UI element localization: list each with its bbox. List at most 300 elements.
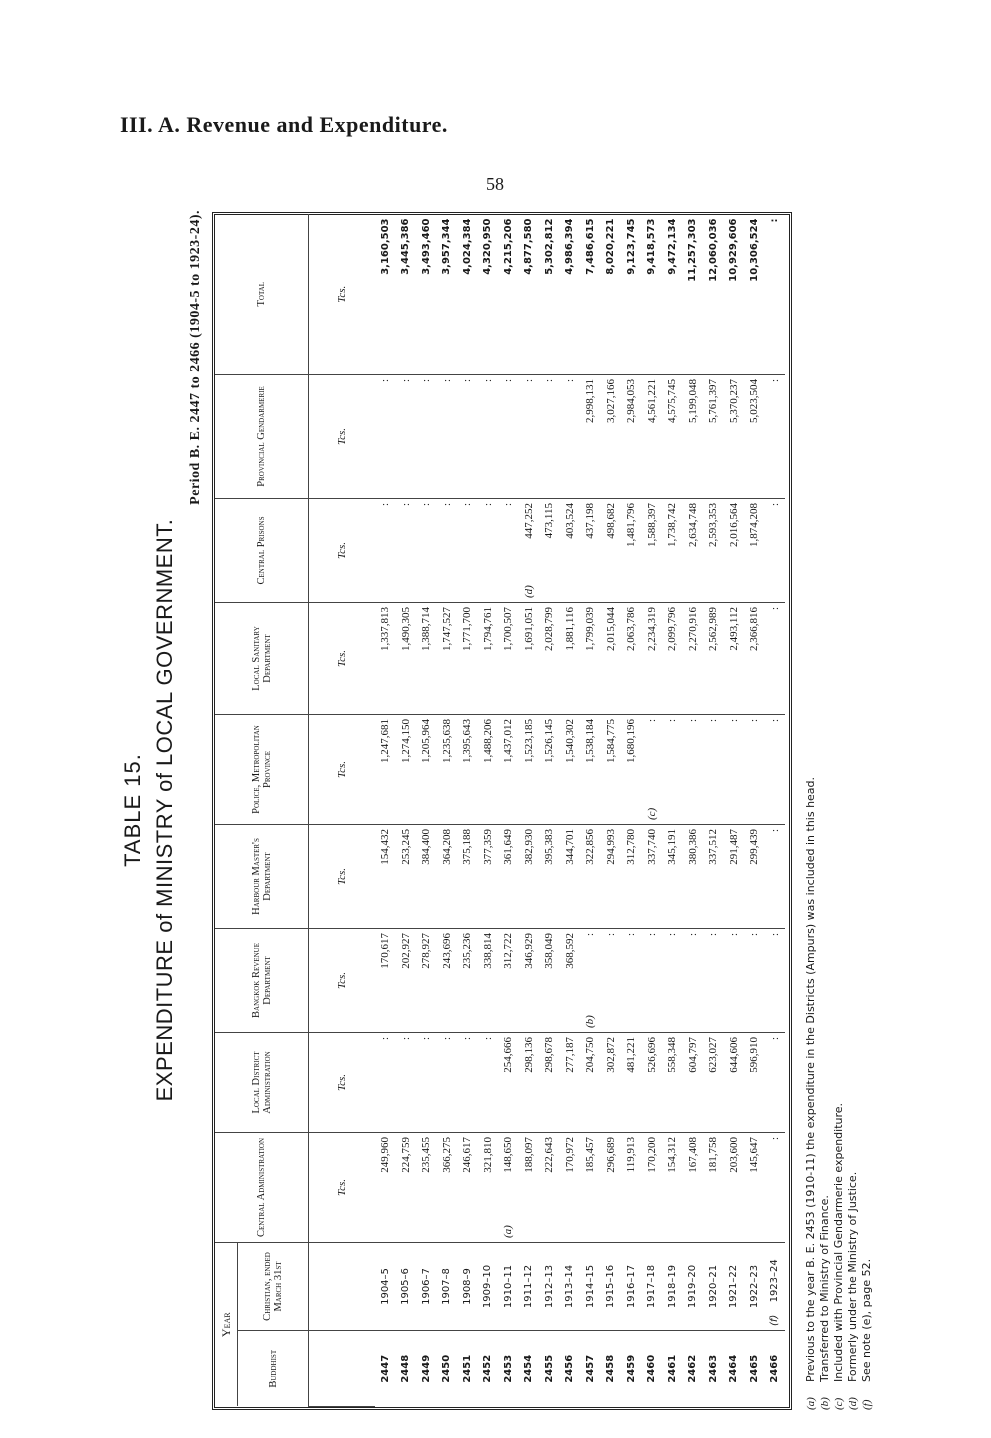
cell-provincial-gendarmerie xyxy=(662,374,683,498)
cell-value: : xyxy=(481,378,494,383)
cell-value: 1,584,775 xyxy=(604,718,617,763)
cell-buddhist-year xyxy=(375,1331,396,1407)
cell-value: 2466 xyxy=(769,1354,781,1383)
note-marker: (d) xyxy=(522,585,535,598)
header-total: Total xyxy=(215,214,309,374)
cell-value: 2447 xyxy=(379,1354,391,1383)
table-row xyxy=(642,214,663,1406)
cell-value: : xyxy=(727,932,740,937)
cell-value: 366,275 xyxy=(440,1136,453,1173)
cell-value: 623,027 xyxy=(707,1036,720,1073)
cell-local-district xyxy=(457,1032,478,1132)
cell-total xyxy=(375,214,396,374)
cell-value: 170,200 xyxy=(645,1136,658,1173)
cell-central-administration xyxy=(765,1132,786,1242)
cell-value: 5,370,237 xyxy=(727,378,740,423)
cell-value: 3,445,386 xyxy=(400,218,412,275)
cell-harbour-master xyxy=(765,824,786,928)
footnote xyxy=(846,210,860,1410)
cell-value: 3,957,344 xyxy=(441,218,453,275)
cell-central-administration xyxy=(703,1132,724,1242)
cell-value: 167,408 xyxy=(686,1136,699,1173)
cell-value: 1,247,681 xyxy=(379,718,392,763)
cell-local-sanitary xyxy=(539,602,560,714)
table-row xyxy=(683,214,704,1406)
cell-provincial-gendarmerie xyxy=(396,374,417,498)
cell-value: 298,678 xyxy=(543,1036,556,1073)
cell-total xyxy=(724,214,745,374)
cell-value: 2456 xyxy=(564,1354,576,1383)
footnote-text: Formerly under the Ministry of Justice. xyxy=(846,1171,859,1382)
cell-police xyxy=(478,714,499,824)
cell-value: 322,856 xyxy=(584,828,597,865)
cell-value: 2,270,916 xyxy=(686,606,699,651)
cell-value: 2,063,786 xyxy=(625,606,638,651)
cell-local-district xyxy=(580,1032,601,1132)
cell-value: 2450 xyxy=(441,1354,453,1383)
cell-value: 1914–15 xyxy=(584,1264,596,1309)
cell-value: 1,205,964 xyxy=(420,718,433,763)
note-marker: (c) xyxy=(645,807,658,820)
table-row xyxy=(724,214,745,1406)
cell-central-administration xyxy=(601,1132,622,1242)
cell-value: 604,797 xyxy=(686,1036,699,1073)
cell-provincial-gendarmerie xyxy=(744,374,765,498)
cell-value: 312,780 xyxy=(625,828,638,865)
cell-value: 1913–14 xyxy=(564,1264,576,1309)
cell-value: 224,759 xyxy=(399,1136,412,1173)
unit-cell: Tcs. xyxy=(309,374,376,498)
unit-cell: Tcs. xyxy=(309,1132,376,1242)
cell-value: 298,136 xyxy=(522,1036,535,1073)
cell-value: : xyxy=(399,378,412,383)
cell-value: : xyxy=(645,718,658,723)
cell-value: 2464 xyxy=(728,1354,740,1383)
table-row xyxy=(621,214,642,1406)
unit-cell: Tcs. xyxy=(309,714,376,824)
cell-value: 337,740 xyxy=(645,828,658,865)
cell-buddhist-year xyxy=(621,1331,642,1407)
cell-value: 481,221 xyxy=(625,1036,638,1073)
cell-provincial-gendarmerie xyxy=(457,374,478,498)
cell-value: 1,691,051 xyxy=(522,606,535,651)
cell-value: 254,666 xyxy=(502,1036,515,1073)
cell-value: 185,457 xyxy=(584,1136,597,1173)
header-harbour-master: Harbour Master's Department xyxy=(215,824,309,928)
cell-harbour-master xyxy=(539,824,560,928)
cell-value: 2448 xyxy=(400,1354,412,1383)
cell-value: : xyxy=(522,378,535,383)
cell-local-sanitary xyxy=(375,602,396,714)
footnote xyxy=(860,210,874,1410)
cell-bangkok-revenue xyxy=(478,928,499,1032)
cell-christian-year xyxy=(416,1242,437,1330)
cell-value: 1,488,206 xyxy=(481,718,494,763)
cell-buddhist-year xyxy=(560,1331,581,1407)
cell-harbour-master xyxy=(416,824,437,928)
cell-christian-year xyxy=(601,1242,622,1330)
cell-local-district xyxy=(519,1032,540,1132)
cell-local-sanitary xyxy=(642,602,663,714)
cell-harbour-master xyxy=(642,824,663,928)
cell-value: 1,799,039 xyxy=(584,606,597,651)
year-group-header: Year xyxy=(215,1242,238,1406)
cell-value: : xyxy=(768,606,781,611)
cell-value: 2,366,816 xyxy=(748,606,761,651)
cell-value: 235,455 xyxy=(420,1136,433,1173)
table-period: Period B. E. 2447 to 2466 (1904-5 to 1923-24). xyxy=(188,210,203,505)
footnote-label: (b) xyxy=(819,1397,831,1410)
cell-provincial-gendarmerie xyxy=(437,374,458,498)
cell-police xyxy=(601,714,622,824)
cell-value: 235,236 xyxy=(461,932,474,969)
cell-central-prisons xyxy=(601,498,622,602)
cell-value: 2,634,748 xyxy=(686,502,699,547)
cell-value: 1917–18 xyxy=(646,1264,658,1309)
cell-value: 243,696 xyxy=(440,932,453,969)
cell-local-district xyxy=(437,1032,458,1132)
page-number: 58 xyxy=(486,174,504,194)
cell-buddhist-year xyxy=(724,1331,745,1407)
cell-local-district xyxy=(642,1032,663,1132)
cell-local-sanitary xyxy=(478,602,499,714)
cell-harbour-master xyxy=(703,824,724,928)
cell-value: : xyxy=(727,718,740,723)
cell-provincial-gendarmerie xyxy=(580,374,601,498)
cell-value: 145,647 xyxy=(748,1136,761,1173)
table-row xyxy=(539,214,560,1406)
cell-central-prisons xyxy=(560,498,581,602)
cell-value: 473,115 xyxy=(543,502,556,539)
cell-value: 1,523,185 xyxy=(522,718,535,763)
cell-buddhist-year xyxy=(437,1331,458,1407)
cell-central-administration xyxy=(396,1132,417,1242)
cell-police xyxy=(621,714,642,824)
cell-value: 345,191 xyxy=(666,828,679,865)
cell-total xyxy=(683,214,704,374)
cell-value: 2,015,044 xyxy=(604,606,617,651)
cell-central-prisons xyxy=(621,498,642,602)
cell-value: 249,960 xyxy=(379,1136,392,1173)
cell-police xyxy=(396,714,417,824)
cell-christian-year xyxy=(457,1242,478,1330)
cell-provincial-gendarmerie xyxy=(642,374,663,498)
footnote-label: (d) xyxy=(847,1397,859,1410)
cell-value: 1,747,527 xyxy=(440,606,453,651)
cell-value: 154,432 xyxy=(379,828,392,865)
cell-value: : xyxy=(481,1036,494,1041)
header-local-district-administration: Local District Administration xyxy=(215,1032,309,1132)
cell-value: 9,472,134 xyxy=(666,218,678,275)
cell-provincial-gendarmerie xyxy=(703,374,724,498)
cell-buddhist-year xyxy=(457,1331,478,1407)
cell-value: 437,198 xyxy=(584,502,597,539)
cell-central-administration xyxy=(683,1132,704,1242)
cell-value: 1,437,012 xyxy=(502,718,515,763)
cell-value: 395,383 xyxy=(543,828,556,865)
cell-total xyxy=(642,214,663,374)
cell-central-administration xyxy=(724,1132,745,1242)
unit-cell: Tcs. xyxy=(309,1032,376,1132)
cell-bangkok-revenue xyxy=(539,928,560,1032)
cell-value: 338,814 xyxy=(481,932,494,969)
cell-value: 1907–8 xyxy=(441,1268,453,1305)
cell-value: 154,312 xyxy=(666,1136,679,1173)
cell-value: 181,758 xyxy=(707,1136,720,1173)
cell-value: : xyxy=(584,932,597,937)
cell-value: 1923–24 xyxy=(769,1259,781,1303)
cell-value: 4,215,206 xyxy=(502,218,514,275)
cell-value: 1,538,184 xyxy=(584,718,597,763)
cell-value: 2452 xyxy=(482,1354,494,1383)
footnotes xyxy=(804,210,874,1410)
cell-christian-year xyxy=(539,1242,560,1330)
cell-harbour-master xyxy=(375,824,396,928)
cell-christian-year xyxy=(703,1242,724,1330)
cell-value: 170,972 xyxy=(563,1136,576,1173)
table-row xyxy=(416,214,437,1406)
cell-bangkok-revenue xyxy=(765,928,786,1032)
cell-provincial-gendarmerie xyxy=(765,374,786,498)
cell-value: : xyxy=(461,1036,474,1041)
cell-value: : xyxy=(420,1036,433,1041)
cell-value: 2459 xyxy=(625,1354,637,1383)
cell-central-prisons xyxy=(724,498,745,602)
cell-value: 344,701 xyxy=(563,828,576,865)
cell-central-prisons xyxy=(396,498,417,602)
cell-police xyxy=(560,714,581,824)
cell-value: 4,877,580 xyxy=(523,218,535,275)
cell-christian-year xyxy=(744,1242,765,1330)
cell-total xyxy=(457,214,478,374)
cell-value: 2449 xyxy=(420,1354,432,1383)
cell-provincial-gendarmerie xyxy=(683,374,704,498)
cell-central-prisons xyxy=(580,498,601,602)
cell-value: 3,027,166 xyxy=(604,378,617,423)
cell-value: 1904–5 xyxy=(379,1268,391,1305)
note-marker: (b) xyxy=(584,1015,597,1028)
cell-value: 368,592 xyxy=(563,932,576,969)
cell-total xyxy=(560,214,581,374)
table-row xyxy=(601,214,622,1406)
cell-value: : xyxy=(666,718,679,723)
cell-local-sanitary xyxy=(437,602,458,714)
cell-value: : xyxy=(768,1136,781,1141)
cell-value: : xyxy=(748,718,761,723)
cell-value: : xyxy=(625,932,638,937)
cell-value: 1920–21 xyxy=(707,1264,719,1309)
cell-local-sanitary xyxy=(396,602,417,714)
cell-buddhist-year xyxy=(396,1331,417,1407)
cell-value: : xyxy=(768,1036,781,1041)
cell-total xyxy=(662,214,683,374)
cell-value: 364,208 xyxy=(440,828,453,865)
cell-value: 277,187 xyxy=(563,1036,576,1073)
cell-value: : xyxy=(768,932,781,937)
cell-provincial-gendarmerie xyxy=(498,374,519,498)
cell-value: 2453 xyxy=(502,1354,514,1383)
cell-value: 188,097 xyxy=(522,1136,535,1173)
cell-local-sanitary xyxy=(683,602,704,714)
cell-value: : xyxy=(645,932,658,937)
cell-value: : xyxy=(461,502,474,507)
cell-provincial-gendarmerie xyxy=(375,374,396,498)
cell-value: 384,400 xyxy=(420,828,433,865)
cell-value: 1912–13 xyxy=(543,1264,555,1309)
cell-value: 253,245 xyxy=(399,828,412,865)
cell-total xyxy=(601,214,622,374)
cell-buddhist-year xyxy=(765,1331,786,1407)
cell-harbour-master xyxy=(437,824,458,928)
cell-harbour-master xyxy=(478,824,499,928)
footnote-text: Previous to the year B. E. 2453 (1910-11) the expenditure in the Districts (Ampurs) was included in this head. xyxy=(804,776,817,1382)
cell-buddhist-year xyxy=(416,1331,437,1407)
header-provincial-gendarmerie: Provincial Gendarmerie xyxy=(215,374,309,498)
cell-value: : xyxy=(420,378,433,383)
cell-value: 10,306,524 xyxy=(748,218,760,282)
footnote-text: Transferred to Ministry of Finance. xyxy=(818,1195,831,1382)
cell-central-administration xyxy=(498,1132,519,1242)
header-buddhist: Buddhist xyxy=(238,1331,309,1407)
cell-total xyxy=(765,214,786,374)
cell-central-prisons xyxy=(642,498,663,602)
cell-local-district xyxy=(765,1032,786,1132)
table-row xyxy=(519,214,540,1406)
cell-value: 291,487 xyxy=(727,828,740,865)
cell-value: 1905–6 xyxy=(400,1268,412,1305)
cell-buddhist-year xyxy=(703,1331,724,1407)
cell-value: 1919–20 xyxy=(687,1264,699,1309)
cell-buddhist-year xyxy=(498,1331,519,1407)
cell-bangkok-revenue xyxy=(724,928,745,1032)
cell-bangkok-revenue xyxy=(580,928,601,1032)
cell-provincial-gendarmerie xyxy=(601,374,622,498)
cell-total xyxy=(519,214,540,374)
cell-central-administration xyxy=(642,1132,663,1242)
cell-local-district xyxy=(621,1032,642,1132)
cell-provincial-gendarmerie xyxy=(416,374,437,498)
cell-value: 3,160,503 xyxy=(379,218,391,275)
cell-central-prisons xyxy=(703,498,724,602)
cell-police xyxy=(703,714,724,824)
cell-value: : xyxy=(502,378,515,383)
cell-local-district xyxy=(539,1032,560,1132)
cell-value: : xyxy=(563,378,576,383)
cell-local-sanitary xyxy=(662,602,683,714)
footnote xyxy=(804,210,818,1410)
cell-local-sanitary xyxy=(580,602,601,714)
cell-total xyxy=(478,214,499,374)
cell-christian-year xyxy=(437,1242,458,1330)
cell-local-district xyxy=(416,1032,437,1132)
header-local-sanitary: Local Sanitary Department xyxy=(215,602,309,714)
cell-provincial-gendarmerie xyxy=(478,374,499,498)
cell-provincial-gendarmerie xyxy=(724,374,745,498)
cell-local-district xyxy=(375,1032,396,1132)
cell-harbour-master xyxy=(601,824,622,928)
cell-value: 2455 xyxy=(543,1354,555,1383)
footnote-label: (c) xyxy=(833,1397,845,1410)
cell-value: : xyxy=(440,502,453,507)
cell-harbour-master xyxy=(621,824,642,928)
cell-harbour-master xyxy=(457,824,478,928)
cell-central-administration xyxy=(478,1132,499,1242)
cell-value: 2463 xyxy=(707,1354,719,1383)
cell-central-prisons xyxy=(375,498,396,602)
cell-bangkok-revenue xyxy=(375,928,396,1032)
cell-police xyxy=(457,714,478,824)
table-subtitle: EXPENDITURE of MINISTRY of LOCAL GOVERNMENT. xyxy=(152,518,177,1102)
cell-value: 1,526,145 xyxy=(543,718,556,763)
cell-value: 2,099,796 xyxy=(666,606,679,651)
cell-value: 204,750 xyxy=(584,1036,597,1073)
header-bangkok-revenue: Bangkok Revenue Department xyxy=(215,928,309,1032)
cell-value: 380,386 xyxy=(686,828,699,865)
cell-police xyxy=(683,714,704,824)
cell-value: 2,593,353 xyxy=(707,502,720,547)
cell-value: : xyxy=(666,932,679,937)
cell-christian-year xyxy=(375,1242,396,1330)
cell-buddhist-year xyxy=(519,1331,540,1407)
cell-value: 596,910 xyxy=(748,1036,761,1073)
cell-bangkok-revenue xyxy=(560,928,581,1032)
cell-police xyxy=(642,714,663,824)
cell-christian-year xyxy=(478,1242,499,1330)
cell-value: 644,606 xyxy=(727,1036,740,1073)
cell-value: 1,490,305 xyxy=(399,606,412,651)
cell-value: 294,993 xyxy=(604,828,617,865)
cell-value: 119,913 xyxy=(625,1136,638,1173)
rotated-table-block xyxy=(100,210,873,1410)
table-row xyxy=(457,214,478,1406)
cell-local-sanitary xyxy=(519,602,540,714)
cell-central-administration xyxy=(519,1132,540,1242)
cell-police xyxy=(375,714,396,824)
cell-value: 1,274,150 xyxy=(399,718,412,763)
header-christian: Christian, ended March 31st xyxy=(238,1242,309,1330)
cell-local-sanitary xyxy=(703,602,724,714)
cell-value: 382,930 xyxy=(522,828,535,865)
cell-buddhist-year xyxy=(580,1331,601,1407)
cell-provincial-gendarmerie xyxy=(539,374,560,498)
cell-value: : xyxy=(748,932,761,937)
cell-value: 447,252 xyxy=(522,502,535,539)
cell-value: 1915–16 xyxy=(605,1264,617,1309)
cell-value: 1,540,302 xyxy=(563,718,576,763)
cell-central-administration xyxy=(539,1132,560,1242)
cell-value: 1911–12 xyxy=(523,1264,535,1309)
cell-harbour-master xyxy=(580,824,601,928)
cell-christian-year xyxy=(498,1242,519,1330)
cell-christian-year xyxy=(519,1242,540,1330)
cell-value: : xyxy=(379,378,392,383)
cell-buddhist-year xyxy=(662,1331,683,1407)
cell-value: 8,020,221 xyxy=(605,218,617,275)
cell-value: 5,761,397 xyxy=(707,378,720,423)
expenditure-table xyxy=(215,214,785,1407)
cell-buddhist-year xyxy=(539,1331,560,1407)
footnote-label: (f) xyxy=(861,1399,873,1410)
cell-central-prisons xyxy=(437,498,458,602)
cell-local-sanitary xyxy=(498,602,519,714)
cell-bangkok-revenue xyxy=(519,928,540,1032)
cell-bangkok-revenue xyxy=(683,928,704,1032)
cell-value: : xyxy=(604,932,617,937)
cell-central-administration xyxy=(560,1132,581,1242)
cell-value: 1908–9 xyxy=(461,1268,473,1305)
cell-value: : xyxy=(461,378,474,383)
unit-cell xyxy=(309,1242,376,1330)
